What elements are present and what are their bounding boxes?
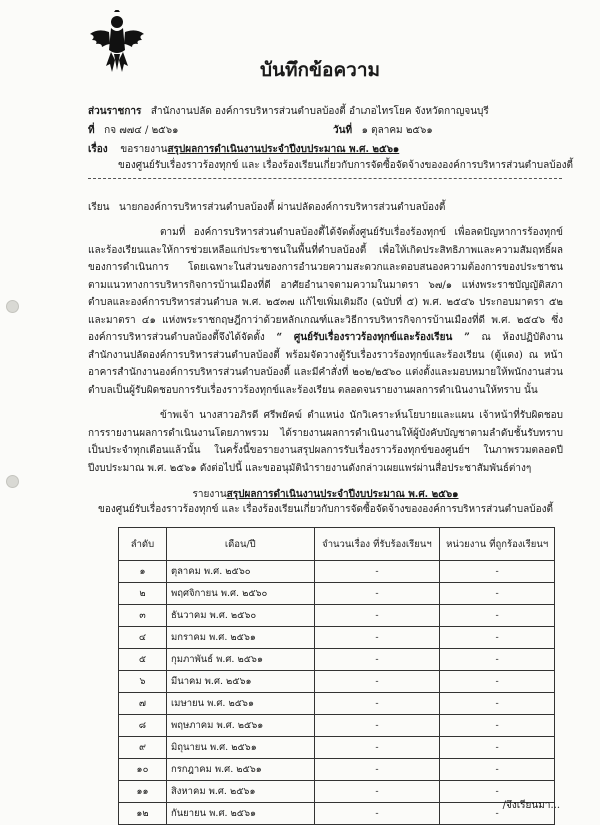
row-unit: -	[440, 759, 555, 781]
subject-underlined: สรุปผลการดำเนินงานประจำปีงบประมาณ พ.ศ. ๒๕๖๑	[167, 144, 400, 155]
para1-text-b: ณ ห้องปฏิบัติงาน สำนักงานปลัดองค์การบริหารส่วนตำบลบ้องตี้ พร้อมจัดวางตู้รับเรื่องราวร้องทุกข์และร้องเรียน (ตู้แดง) ณ หน้าอาคารสำนักงานองค์การบริหารส่วนตำบลบ้องตี้ และมีคำสั่งที่ ๒๐๒/๒๕๖๐ แต่งตั้งและมอบหมายให้พนักงานส่วนตำบลเป็นผู้รับผิดชอบการรับเรื่องราวร้องทุกข์และร้องเรียน ตลอดจนรายงานผลการดำเนินงานให้ทราบ นั้น	[88, 332, 563, 396]
row-number: ๑๑	[119, 781, 167, 803]
divider	[88, 178, 562, 179]
date-label: วันที่	[333, 125, 353, 136]
row-count: -	[314, 737, 440, 759]
row-unit: -	[440, 583, 555, 605]
table-row	[119, 605, 555, 627]
ref-date-line	[88, 123, 563, 138]
row-month: กันยายน พ.ศ. ๒๕๖๑	[166, 803, 314, 825]
continuation-text: /จึงเรียนมา...	[502, 800, 560, 811]
row-unit: -	[440, 715, 555, 737]
row-count: -	[314, 759, 440, 781]
row-number: ๔	[119, 627, 167, 649]
row-unit: -	[440, 693, 555, 715]
row-unit: -	[440, 737, 555, 759]
col-header-no: ลำดับ	[119, 528, 167, 561]
salutation-label: เรียน	[88, 202, 110, 213]
row-month: ตุลาคม พ.ศ. ๒๕๖๐	[166, 561, 314, 583]
col-header-unit: หน่วยงาน ที่ถูกร้องเรียนฯ	[440, 528, 555, 561]
row-month: ธันวาคม พ.ศ. ๒๕๖๐	[166, 605, 314, 627]
row-count: -	[314, 649, 440, 671]
row-count: -	[314, 583, 440, 605]
row-month: เมษายน พ.ศ. ๒๕๖๑	[166, 693, 314, 715]
row-number: ๕	[119, 649, 167, 671]
subject-label: เรื่อง	[88, 144, 108, 155]
row-unit: -	[440, 605, 555, 627]
punch-hole	[6, 475, 19, 488]
row-count: -	[314, 781, 440, 803]
row-number: ๓	[119, 605, 167, 627]
row-month: มีนาคม พ.ศ. ๒๕๖๑	[166, 671, 314, 693]
row-month: พฤษภาคม พ.ศ. ๒๕๖๑	[166, 715, 314, 737]
col-header-count: จำนวนเรื่อง ที่รับร้องเรียนฯ	[314, 528, 440, 561]
row-month: มกราคม พ.ศ. ๒๕๖๑	[166, 627, 314, 649]
row-count: -	[314, 627, 440, 649]
row-number: ๑๐	[119, 759, 167, 781]
row-number: ๘	[119, 715, 167, 737]
agency-line	[88, 104, 489, 119]
row-count: -	[314, 693, 440, 715]
table-row	[119, 693, 555, 715]
body-paragraph-1	[88, 224, 563, 399]
salutation-line	[88, 200, 445, 215]
report-heading-prefix: รายงาน	[192, 489, 227, 500]
body-paragraph-2	[88, 407, 563, 477]
row-month: สิงหาคม พ.ศ. ๒๕๖๑	[166, 781, 314, 803]
row-month: มิถุนายน พ.ศ. ๒๕๖๑	[166, 737, 314, 759]
report-table	[118, 527, 555, 825]
para1-bold: “ ศูนย์รับเรื่องราวร้องทุกข์และร้องเรียน ”	[276, 332, 470, 343]
row-unit: -	[440, 627, 555, 649]
row-number: ๒	[119, 583, 167, 605]
row-count: -	[314, 715, 440, 737]
table-row	[119, 737, 555, 759]
row-number: ๑๒	[119, 803, 167, 825]
table-row	[119, 671, 555, 693]
row-count: -	[314, 561, 440, 583]
report-heading-underlined: สรุปผลการดำเนินงานประจำปีงบประมาณ พ.ศ. ๒๕๖๑	[226, 489, 459, 500]
report-heading-line-2: ของศูนย์รับเรื่องราวร้องทุกข์ และ เรื่องร้องเรียนเกี่ยวกับการจัดซื้อจัดจ้างขององค์การบริหารส่วนตำบลบ้องตี้	[98, 504, 553, 515]
para2-text: ข้าพเจ้า นางสาวอภิรดี ศรีพยัคฆ์ ตำแหน่ง นักวิเคราะห์นโยบายและแผน เจ้าหน้าที่รับผิดชอบการรายงานผลการดำเนินงานโดยภาพรวม ได้รายงานผลการดำเนินงานให้ผู้บังคับบัญชาตามลำดับชั้นรับทราบเป็นประจำทุกเดือนแล้วนั้น ในครั้งนี้ขอรายงานสรุปผลการรับเรื่องราวร้องทุกข์ของศูนย์ฯ ในภาพรวมตลอดปีปีงบประมาณ พ.ศ. ๒๕๖๑ ดังต่อไปนี้ และขออนุมัตินำรายงานดังกล่าวเผยแพร่ผ่านสื่อประชาสัมพันธ์ต่างๆ	[88, 410, 563, 474]
table-row	[119, 649, 555, 671]
row-number: ๗	[119, 693, 167, 715]
para1-text-a: ตามที่ องค์การบริหารส่วนตำบลบ้องตี้ได้จัดตั้งศูนย์รับเรื่องร้องทุกข์ เพื่อลดปัญหาการร้องทุกข์และร้องเรียนและให้การช่วยเหลือแก่ประชาชนในพื้นที่ตำบลบ้องตี้ เพื่อให้เกิดประสิทธิภาพและความสัมฤทธิ์ผลของการดำเนินการ โดยเฉพาะในส่วนของการอำนวยความสะดวกและตอบสนองความต้องการของประชาชนตามแนวทางการบริหารกิจการบ้านเมืองที่ดี อาศัยอำนาจตามความในมาตรา ๖๗/๑ แห่งพระราชบัญญัติสภาตำบลและองค์การบริหารส่วนตำบล พ.ศ. ๒๕๓๗ แก้ไขเพิ่มเติมถึง (ฉบับที่ ๕) พ.ศ. ๒๕๔๖ ประกอบมาตรา ๕๒ และมาตรา ๔๑ แห่งพระราชกฤษฎีกาว่าด้วยหลักเกณฑ์และวิธีการบริหารกิจการบ้านเมืองที่ดี พ.ศ. ๒๕๔๖ ซึ่งองค์การบริหารส่วนตำบลบ้องตี้จึงได้จัดตั้ง	[88, 227, 563, 343]
row-count: -	[314, 671, 440, 693]
table-row	[119, 583, 555, 605]
ref-value: กจ ๗๗๔ / ๒๕๖๑	[104, 125, 179, 136]
date-value: ๑ ตุลาคม ๒๕๖๑	[361, 125, 433, 136]
page-title: บันทึกข้อความ	[259, 59, 381, 81]
table-row	[119, 803, 555, 825]
subject-line	[88, 142, 399, 157]
report-heading	[88, 487, 563, 517]
table-row	[119, 715, 555, 737]
row-unit: -	[440, 649, 555, 671]
table-row	[119, 759, 555, 781]
salutation-value: นายกองค์การบริหารส่วนตำบลบ้องตี้ ผ่านปลัดองค์การบริหารส่วนตำบลบ้องตี้	[119, 202, 446, 213]
row-number: ๖	[119, 671, 167, 693]
row-unit: -	[440, 803, 555, 825]
agency-label: ส่วนราชการ	[88, 106, 142, 117]
table-row	[119, 781, 555, 803]
agency-value: สำนักงานปลัด องค์การบริหารส่วนตำบลบ้องตี้ อำเภอไทรโยค จังหวัดกาญจนบุรี	[150, 106, 489, 117]
row-number: ๙	[119, 737, 167, 759]
col-header-month: เดือน/ปี	[166, 528, 314, 561]
row-unit: -	[440, 671, 555, 693]
row-month: กรกฎาคม พ.ศ. ๒๕๖๑	[166, 759, 314, 781]
subject-line-2: ของศูนย์รับเรื่องราวร้องทุกข์ และ เรื่องร้องเรียนเกี่ยวกับการจัดซื้อจัดจ้างขององค์การบริหารส่วนตำบลบ้องตี้	[118, 160, 573, 171]
row-unit: -	[440, 561, 555, 583]
table-row	[119, 627, 555, 649]
table-row	[119, 561, 555, 583]
row-unit: -	[440, 781, 555, 803]
row-count: -	[314, 803, 440, 825]
row-count: -	[314, 605, 440, 627]
ref-label: ที่	[88, 125, 95, 136]
subject-prefix: ขอรายงาน	[120, 144, 168, 155]
punch-hole	[6, 300, 19, 313]
row-month: พฤศจิกายน พ.ศ. ๒๕๖๐	[166, 583, 314, 605]
row-month: กุมภาพันธ์ พ.ศ. ๒๕๖๑	[166, 649, 314, 671]
table-header-row	[119, 528, 555, 561]
row-number: ๑	[119, 561, 167, 583]
